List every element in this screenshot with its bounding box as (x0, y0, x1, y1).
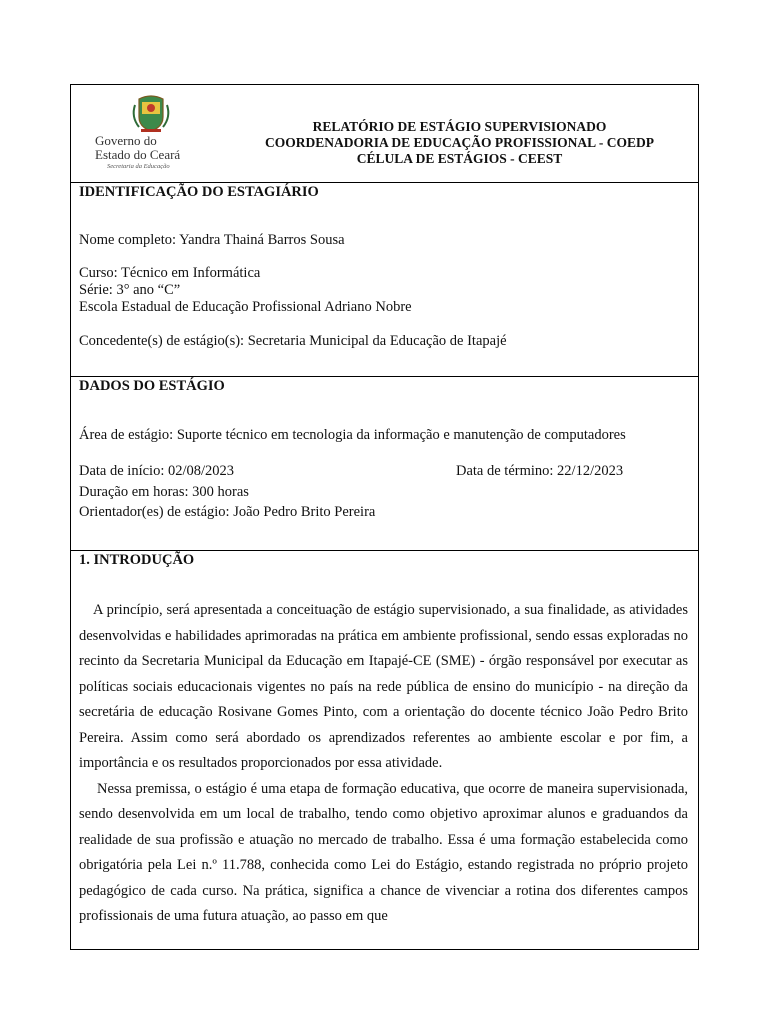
internship-data-section (71, 376, 698, 551)
introduction-section (71, 550, 698, 950)
duration: Duração em horas: 300 horas (79, 484, 249, 500)
coordination-title: COORDENADORIA DE EDUCAÇÃO PROFISSIONAL - COEDP (265, 135, 654, 150)
paragraph-1: A princípio, será apresentada a conceituação de estágio supervisionado, a sua finalidade, as atividades desenvolvidas e habilidades aprimoradas na prática em ambiente profissional, sendo essas exploradas no recinto da Secretaria Municipal da Educação em Itapajé-CE (SME) - órgão responsável por executar as políticas sociais educacionais vigentes no país na rede pública de ensino do município - na direção da secretária de educação Rosivane Gomes Pinto, com a orientação do docente técnico João Pedro Brito Pereira. Assim como será abordado os aprendizados referentes ao ambiente escolar e por fim, a importância e os resultados proporcionados por essa atividade. (79, 602, 688, 771)
course: Curso: Técnico em Informática (79, 265, 261, 281)
end-date: Data de término: 22/12/2023 (456, 463, 624, 479)
internship-data-heading: DADOS DO ESTÁGIO (79, 378, 225, 394)
coat-of-arms-icon (134, 96, 169, 132)
governo-ceara-logo (91, 93, 221, 169)
full-name: Nome completo: Yandra Thainá Barros Sousa (79, 232, 345, 248)
internship-area: Área de estágio: Suporte técnico em tecnologia da informação e manutenção de computadores (79, 427, 626, 443)
identification-heading: IDENTIFICAÇÃO DO ESTAGIÁRIO (79, 184, 319, 200)
header-titles (221, 119, 698, 167)
grade: Série: 3° ano “C” (79, 282, 181, 298)
introduction-body (79, 598, 688, 930)
svg-text:Estado do Ceará: Estado do Ceará (95, 147, 181, 162)
svg-text:Governo do: Governo do (95, 133, 157, 148)
start-date: Data de início: 02/08/2023 (79, 463, 235, 479)
cell-title: CÉLULA DE ESTÁGIOS - CEEST (356, 151, 563, 166)
identification-section (71, 182, 698, 377)
report-frame (70, 84, 699, 950)
introduction-heading: 1. INTRODUÇÃO (79, 552, 195, 568)
report-header (71, 85, 698, 183)
svg-text:Secretaria da Educação: Secretaria da Educação (107, 163, 170, 169)
paragraph-2: Nessa premissa, o estágio é uma etapa de formação educativa, que ocorre de maneira supervisionada, sendo desenvolvida em um local de trabalho, tendo como objetivo aproximar alunos e graduandos da realidade de sua profissão e atuação no mercado de trabalho. Essa é uma formação estabelecida como obrigatória pela Lei n.º 11.788, conhecida como Lei do Estágio, estando registrada no próprio projeto pedagógico de cada curso. Na prática, significa a chance de vivenciar a rotina dos diferentes campos profissionais de uma futura atuação, ao passo em que (79, 780, 688, 924)
grantor: Concedente(s) de estágio(s): Secretaria Municipal da Educação de Itapajé (79, 333, 507, 349)
school: Escola Estadual de Educação Profissional Adriano Nobre (79, 299, 412, 315)
supervisor: Orientador(es) de estágio: João Pedro Brito Pereira (79, 504, 376, 520)
report-title: RELATÓRIO DE ESTÁGIO SUPERVISIONADO (312, 119, 607, 134)
